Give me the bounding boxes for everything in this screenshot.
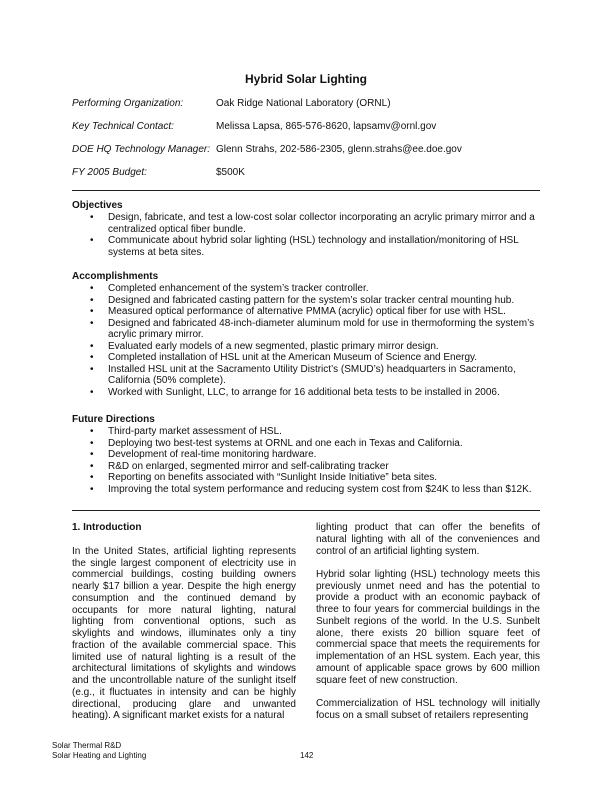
bullet-icon: •	[90, 352, 94, 363]
list-item: • Completed enhancement of the system’s tracker controller.	[90, 283, 369, 294]
meta-label: FY 2005 Budget:	[72, 167, 147, 178]
list-item: • Designed and fabricated 48-inch-diameter aluminum mold for use in thermoforming the system’s acrylic primary mirror.	[90, 317, 535, 340]
accomplishments-list	[72, 283, 540, 398]
list-item: • Deploying two best-test systems at ORNL and one each in Texas and California.	[90, 437, 463, 449]
list-item: • Improving the total system performance and reducing system cost from $24K to less than $12K.	[90, 483, 532, 495]
paragraph: lighting product that can offer the benefits of natural lighting with all of the conveniences and control of an artificial lighting system.	[316, 522, 540, 557]
bullet-icon: •	[90, 460, 94, 472]
bullet-icon: •	[90, 283, 94, 294]
paragraph: In the United States, artificial lighting represents the single largest component of electricity use in commercial buildings, costing building owners nearly $17 billion a year. Despite the high energy consumption and the continued demand by occupants for more natural lighting, natural lighting from conventional options, such as skylights and windows, illuminates only a tiny fraction of the available commercial space. This limited use of natural lighting is a result of the architectural limitations of skylights and windows and the uncontrollable nature of the sunlight itself (e.g., it fluctuates in intensity and can be highly directional, producing glare and unwanted heating). A significant market exists for a natural	[72, 545, 296, 722]
meta-value: Melissa Lapsa, 865-576-8620, lapsamv@ornl.gov	[216, 121, 437, 132]
list-item: • Evaluated early models of a new segmented, plastic primary mirror design.	[90, 340, 439, 352]
bullet-icon: •	[90, 212, 94, 223]
bullet-icon: •	[90, 472, 94, 483]
objectives-list	[72, 212, 540, 258]
paragraph: Commercialization of HSL technology will initially focus on a small subset of retailers representing	[316, 697, 540, 721]
future-directions-heading: Future Directions	[72, 414, 155, 425]
bullet-icon: •	[90, 363, 94, 375]
objectives-section	[72, 200, 540, 258]
list-item: • Measured optical performance of alternative PMMA (acrylic) optical fiber for use with HSL.	[90, 306, 506, 317]
bullet-icon: •	[90, 317, 94, 329]
list-item: • Third-party market assessment of HSL.	[90, 426, 282, 437]
accomplishments-heading: Accomplishments	[72, 271, 159, 282]
objectives-heading: Objectives	[72, 200, 123, 211]
footer-line-1: Solar Thermal R&D	[52, 741, 122, 750]
bullet-icon: •	[90, 235, 94, 246]
bullet-icon: •	[90, 306, 94, 317]
bullet-icon: •	[90, 426, 94, 437]
bullet-icon: •	[90, 340, 94, 352]
list-item: • Communicate about hybrid solar lighting (HSL) technology and installation/monitoring of HSL systems at beta sites.	[90, 235, 519, 258]
list-item: • Designed and fabricated casting pattern for the system’s solar tracker central mounting hub.	[90, 294, 515, 306]
bullet-icon: •	[90, 386, 94, 398]
list-item: • Design, fabricate, and test a low-cost solar collector incorporating an acrylic primary mirror and a centralized optical fiber bundle.	[90, 212, 535, 235]
bullet-icon: •	[90, 437, 94, 449]
horizontal-rule	[72, 510, 540, 511]
meta-value: $500K	[216, 167, 245, 178]
right-column	[316, 522, 540, 733]
future-directions-list	[72, 426, 540, 495]
meta-value: Glenn Strahs, 202-586-2305, glenn.strahs@ee.doe.gov	[216, 144, 462, 155]
bullet-icon: •	[90, 294, 94, 306]
list-item: • Completed installation of HSL unit at the American Museum of Science and Energy.	[90, 352, 478, 363]
list-item: • Installed HSL unit at the Sacramento Utility District’s (SMUD’s) headquarters in Sacramento, California (50% complete).	[90, 363, 516, 386]
future-directions-section	[72, 414, 540, 495]
bullet-icon: •	[90, 483, 94, 495]
page-number: 142	[300, 751, 314, 760]
document-title: Hybrid Solar Lighting	[245, 72, 367, 86]
footer-line-2: Solar Heating and Lighting	[52, 751, 147, 760]
bullet-icon: •	[90, 449, 94, 460]
meta-label: Key Technical Contact:	[72, 121, 174, 132]
list-item: • R&D on enlarged, segmented mirror and self-calibrating tracker	[90, 460, 389, 472]
left-column	[72, 522, 296, 734]
list-item: • Reporting on benefits associated with “Sunlight Inside Initiative” beta sites.	[90, 472, 438, 483]
paragraph: Hybrid solar lighting (HSL) technology meets this previously unmet need and has the potential to provide a product with an economic payback of three to four years for commercial buildings in the Sunbelt regions of the world. In the U.S. Sunbelt alone, there exists 20 billion square feet of commercial space that meets the requirements for implementation of an HSL system. Each year, this amount of applicable space grows by 600 million square feet of new construction.	[316, 568, 540, 686]
horizontal-rule	[72, 190, 540, 191]
list-item: • Worked with Sunlight, LLC, to arrange for 16 additional beta tests to be installed in 2006.	[90, 386, 500, 398]
accomplishments-section	[72, 271, 540, 398]
meta-label: Performing Organization:	[72, 98, 184, 109]
meta-value: Oak Ridge National Laboratory (ORNL)	[216, 98, 391, 109]
meta-label: DOE HQ Technology Manager:	[72, 144, 211, 155]
page-footer	[52, 741, 146, 761]
section-heading-introduction: 1. Introduction	[72, 522, 142, 533]
list-item: • Development of real-time monitoring hardware.	[90, 449, 317, 460]
